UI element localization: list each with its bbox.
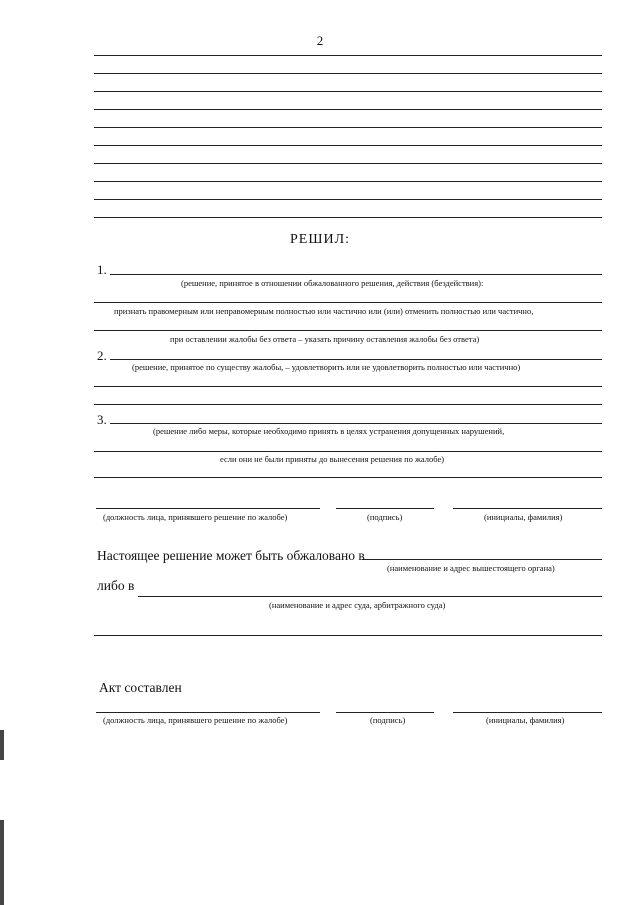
fill-line: [110, 423, 602, 424]
blank-line: [94, 163, 602, 164]
blank-line: [94, 55, 602, 56]
name-caption: (инициалы, фамилия): [484, 512, 563, 522]
name-line: [453, 712, 602, 713]
blank-line: [94, 145, 602, 146]
blank-line: [94, 73, 602, 74]
page-number: 2: [316, 33, 324, 48]
fill-line: [94, 404, 602, 405]
item-caption: (решение либо меры, которые необходимо принять в целях устранения допущенных нарушений,: [153, 426, 505, 436]
fill-line: [94, 477, 602, 478]
fill-line: [110, 274, 602, 275]
appeal-text: Настоящее решение может быть обжаловано в: [97, 548, 365, 563]
signature-caption: (подпись): [370, 715, 406, 725]
item-caption: признать правомерным или неправомерным полностью или частично или (или) отменить полностью или частично,: [114, 306, 534, 316]
position-line: [96, 712, 320, 713]
position-caption: (должность лица, принявшего решение по жалобе): [103, 715, 288, 725]
signature-line: [336, 508, 434, 509]
court-caption: (наименование и адрес суда, арбитражного суда): [269, 600, 446, 610]
fill-line: [94, 635, 602, 636]
scan-margin-mark: [0, 730, 4, 760]
signature-line: [336, 712, 434, 713]
position-line: [96, 508, 320, 509]
signature-caption: (подпись): [367, 512, 403, 522]
name-caption: (инициалы, фамилия): [486, 715, 565, 725]
blank-line: [94, 181, 602, 182]
item-number: 1.: [97, 262, 107, 277]
blank-line: [94, 91, 602, 92]
fill-line: [94, 330, 602, 331]
decision-heading: РЕШИЛ:: [290, 232, 350, 247]
item-number: 2.: [97, 348, 107, 363]
organ-caption: (наименование и адрес вышестоящего органа): [387, 563, 555, 573]
item-caption: (решение, принятое в отношении обжалованного решения, действия (бездействия):: [181, 278, 484, 288]
appeal-organ-line: [362, 559, 602, 560]
fill-line: [94, 386, 602, 387]
or-text: либо в: [97, 578, 135, 593]
blank-line: [94, 109, 602, 110]
scan-margin-mark: [0, 820, 4, 905]
blank-line: [94, 217, 602, 218]
fill-line: [94, 302, 602, 303]
court-line: [138, 596, 602, 597]
act-text: Акт составлен: [99, 680, 182, 695]
blank-line: [94, 199, 602, 200]
item-caption: (решение, принятое по существу жалобы, – удовлетворить или не удовлетворить полностью или частично): [132, 362, 521, 372]
fill-line: [94, 451, 602, 452]
name-line: [453, 508, 602, 509]
blank-line: [94, 127, 602, 128]
item-number: 3.: [97, 412, 107, 427]
position-caption: (должность лица, принявшего решение по жалобе): [103, 512, 288, 522]
item-caption: при оставлении жалобы без ответа – указать причину оставления жалобы без ответа): [170, 334, 480, 344]
item-caption: если они не были приняты до вынесения решения по жалобе): [220, 454, 445, 464]
fill-line: [110, 359, 602, 360]
